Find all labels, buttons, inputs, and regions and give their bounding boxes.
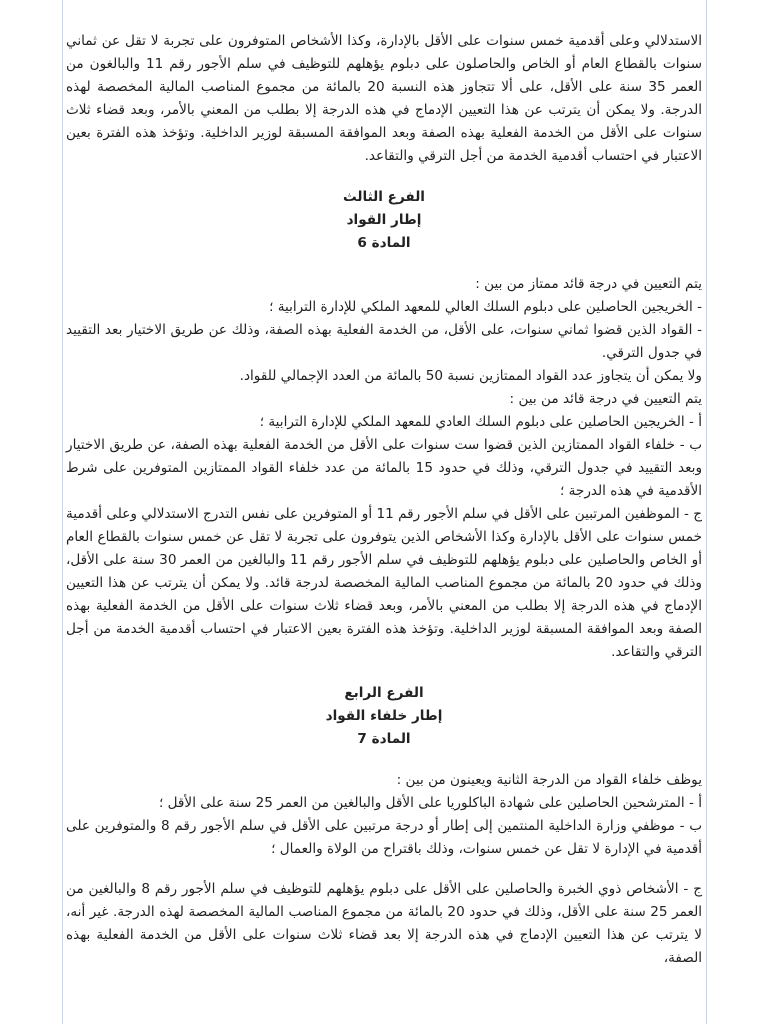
section3-paragraph: ج - الموظفين المرتبين على الأقل في سلم الأجور رقم 11 أو المتوفرين على نفس التدرج الاستدلالي وعلى أقدمية خمس سنوات على الأقل بالإدارة وكذا الأشخاص الذين يتوفرون على تجربة لا تقل عن خمس سنوات بالقطاع العام أو الخاص والحاصلين على دبلوم يؤهلهم للتوظيف في سلم الأجور رقم 11 والبالغين من العمر 30 سنة على الأقل، وذلك في حدود 20 بالمائة من مجموع المناصب المالية المخصصة لدرجة قائد. ولا يمكن أن يترتب عن هذا التعيين الإدماج في هذه الدرجة إلا بطلب من المعني بالأمر، وبعد قضاء ثلاث سنوات على الأقل من الخدمة الفعلية بهذه الصفة وبعد الموافقة المسبقة لوزير الداخلية. وتؤخذ هذه الفترة بعين الاعتبار في احتساب أقدمية الخدمة من أجل الترقي والتقاعد. bbox=[66, 506, 702, 660]
section4-paragraph: يوظف خلفاء القواد من الدرجة الثانية ويعينون من بين : bbox=[396, 772, 702, 788]
section4-paragraph: ب - موظفي وزارة الداخلية المنتمين إلى إطار أو درجة مرتبين على الأقل في سلم الأجور رقم 8 والمتوفرين على أقدمية في الإدارة لا تقل عن خمس سنوات، وذلك باقتراح من الولاة والعمال ؛ bbox=[66, 818, 702, 857]
section3-paragraph: ب - خلفاء القواد الممتازين الذين قضوا ست سنوات على الأقل من الخدمة الفعلية بهذه الصفة، عن طريق الاختيار وبعد التقييد في جدول الترقي، وذلك في حدود 15 بالمائة من عدد خلفاء القواد الممتازين المتوفرين على شرط الأقدمية في هذه الدرجة ؛ bbox=[66, 437, 703, 499]
spacer bbox=[66, 751, 702, 769]
section3-paragraph: ولا يمكن أن يتجاوز عدد القواد الممتازين نسبة 50 بالمائة من العدد الإجمالي للقواد. bbox=[239, 368, 702, 384]
section4-final-paragraph: ج - الأشخاص ذوي الخبرة والحاصلين على الأقل على دبلوم يؤهلهم للتوظيف في سلم الأجور رقم 8 والبالغين من العمر 25 سنة على الأقل، وذلك في حدود 20 بالمائة من مجموع المناصب المالية المخصصة لهذه الدرجة. غير أنه، لا يترتب عن هذا التعيين الإدماج في هذه الدرجة إلا بعد قضاء ثلاث سنوات على الأقل من الخدمة الفعلية بهذه الصفة، bbox=[66, 881, 702, 966]
spacer bbox=[66, 861, 702, 878]
section3-paragraph: يتم التعيين في درجة قائد من بين : bbox=[509, 391, 702, 407]
section3-paragraph: - الخريجين الحاصلين على دبلوم السلك العالي للمعهد الملكي للإدارة الترابية ؛ bbox=[269, 299, 702, 315]
section4-branch-heading: الفرع الرابع bbox=[344, 685, 424, 701]
section4-paragraph: أ - المترشحين الحاصلين على شهادة الباكلوريا على الأقل والبالغين من العمر 25 سنة على الأقل ؛ bbox=[159, 795, 702, 811]
document-body bbox=[66, 30, 702, 970]
section3-paragraph: يتم التعيين في درجة قائد ممتاز من بين : bbox=[475, 276, 702, 292]
section3-title-heading: إطار القواد bbox=[346, 212, 422, 228]
section3-paragraph: أ - الخريجين الحاصلين على دبلوم السلك العادي للمعهد الملكي للإدارة الترابية ؛ bbox=[259, 414, 702, 430]
section3-article-heading: المادة 6 bbox=[357, 235, 411, 251]
intro-paragraph: الاستدلالي وعلى أقدمية خمس سنوات على الأقل بالإدارة، وكذا الأشخاص المتوفرون على تجربة لا تقل عن ثماني سنوات بالقطاع العام أو الخاص والحاصلون على دبلوم يؤهلهم للتوظيف في سلم الأجور رقم 11 والبالغون من العمر 35 سنة على الأقل، على ألا تتجاوز هذه النسبة 20 بالمائة من مجموع المناصب المالية المخصصة لهذه الدرجة. ولا يمكن أن يترتب عن هذا التعيين الإدماج في هذه الدرجة إلا بطلب من المعني بالأمر، وبعد قضاء ثلاث سنوات على الأقل من الخدمة الفعلية بهذه الصفة وبعد الموافقة المسبقة لوزير الداخلية. وتؤخذ هذه الفترة بعين الاعتبار في احتساب أقدمية الخدمة من أجل الترقي والتقاعد. bbox=[66, 33, 702, 164]
section3-paragraph: - القواد الذين قضوا ثماني سنوات، على الأقل، من الخدمة الفعلية بهذه الصفة، وذلك عن طريق الاختيار بعد التقييد في جدول الترقي. bbox=[66, 322, 702, 361]
section4-article-heading: المادة 7 bbox=[357, 731, 411, 747]
spacer bbox=[66, 664, 702, 682]
section3-branch-heading: الفرع الثالث bbox=[343, 189, 425, 205]
spacer bbox=[66, 168, 702, 186]
spacer bbox=[66, 255, 702, 273]
section4-title-heading: إطار خلفاء القواد bbox=[325, 708, 443, 724]
